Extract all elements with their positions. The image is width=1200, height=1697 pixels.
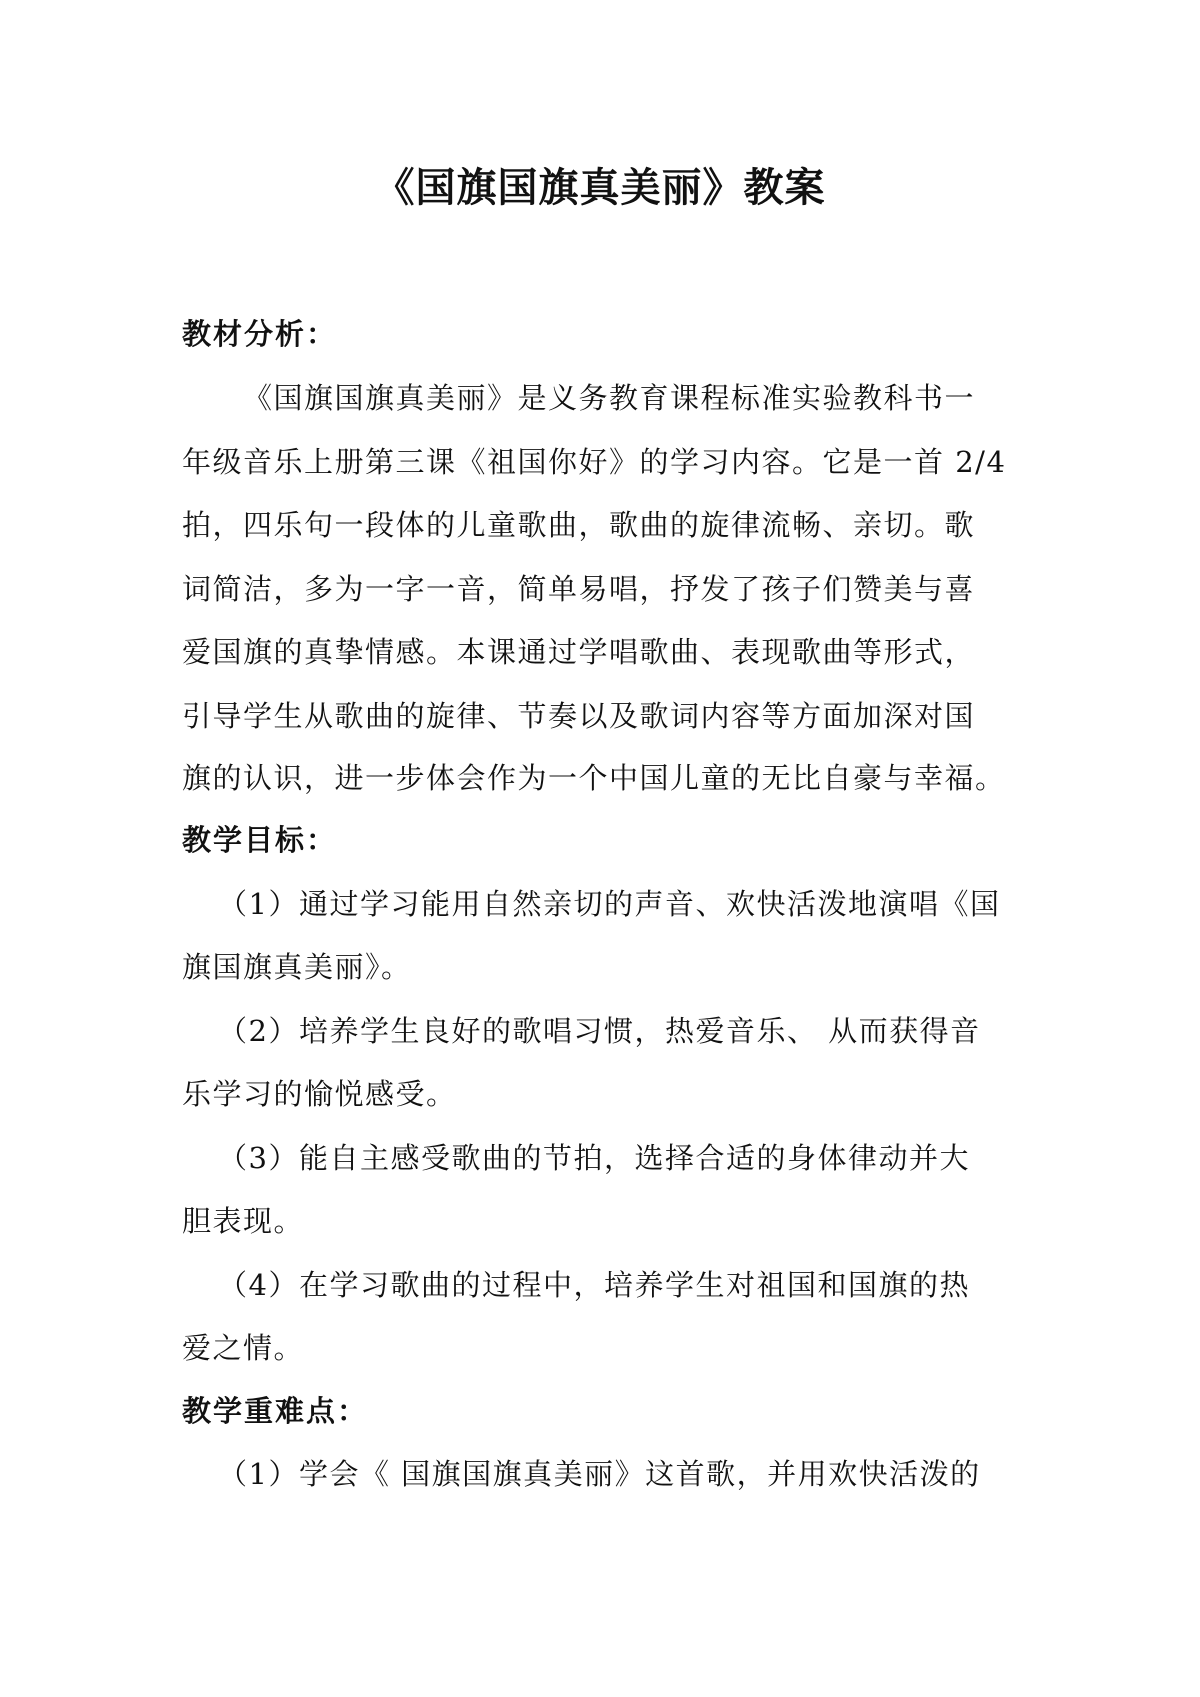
- analysis-paragraph-line: 拍，四乐句一段体的儿童歌曲，歌曲的旋律流畅、亲切。歌: [182, 508, 976, 542]
- objective-item-line: （3）能自主感受歌曲的节拍，选择合适的身体律动并大: [218, 1141, 970, 1175]
- analysis-paragraph-line: 词简洁，多为一字一音，简单易唱，抒发了孩子们赞美与喜: [182, 572, 976, 606]
- section-heading-analysis: 教材分析：: [182, 317, 338, 351]
- objective-item-line: 胆表现。: [182, 1204, 305, 1238]
- analysis-paragraph-line: 年级音乐上册第三课《祖国你好》的学习内容。它是一首 2/4: [182, 445, 1007, 479]
- objective-item-line: 旗国旗真美丽》。: [182, 950, 412, 984]
- key-point-item-line: （1）学会《 国旗国旗真美丽》这首歌，并用欢快活泼的: [218, 1457, 981, 1491]
- objective-item-line: （4）在学习歌曲的过程中，培养学生对祖国和国旗的热: [218, 1268, 970, 1302]
- analysis-paragraph-line: 旗的认识，进一步体会作为一个中国儿童的无比自豪与幸福。: [182, 761, 1006, 795]
- objective-item-line: 爱之情。: [182, 1331, 305, 1365]
- objective-item-line: 乐学习的愉悦感受。: [182, 1077, 457, 1111]
- objective-item-line: （1）通过学习能用自然亲切的声音、欢快活泼地演唱《国: [218, 887, 1001, 921]
- section-heading-key-points: 教学重难点：: [182, 1394, 369, 1428]
- analysis-paragraph-line: 引导学生从歌曲的旋律、节奏以及歌词内容等方面加深对国: [182, 699, 976, 733]
- document-title: 《国旗国旗真美丽》教案: [374, 164, 826, 211]
- objective-item-line: （2）培养学生良好的歌唱习惯，热爱音乐、 从而获得音: [218, 1014, 981, 1048]
- analysis-paragraph-line: 《国旗国旗真美丽》是义务教育课程标准实验教科书一: [243, 381, 976, 415]
- section-heading-objectives: 教学目标：: [182, 823, 338, 857]
- analysis-paragraph-line: 爱国旗的真挚情感。本课通过学唱歌曲、表现歌曲等形式，: [182, 635, 976, 669]
